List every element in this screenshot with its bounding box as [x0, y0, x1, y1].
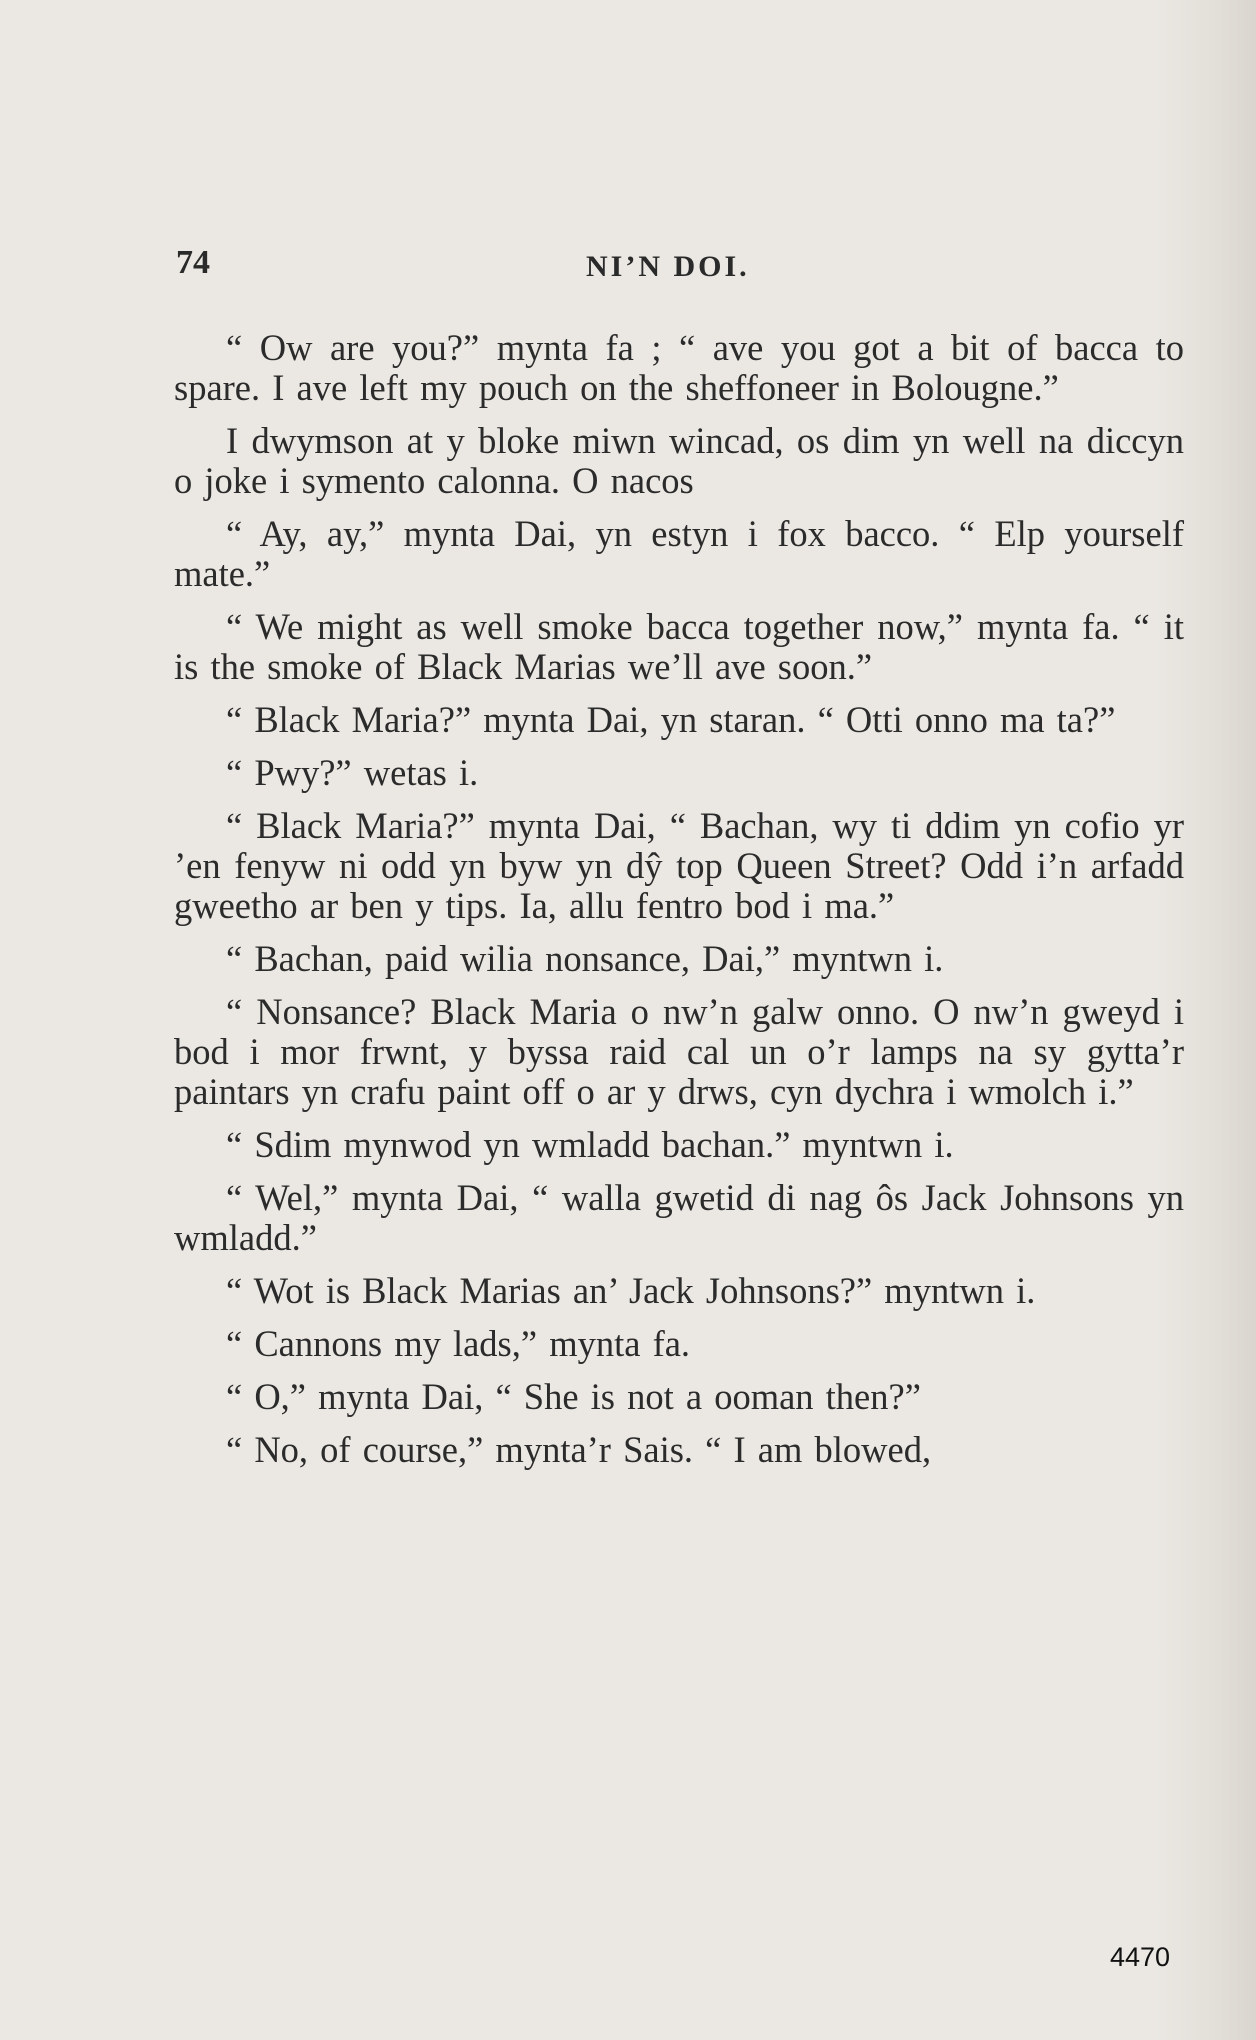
paragraph: “ No, of course,” mynta’r Sais. “ I am blowed,: [226, 1429, 932, 1470]
paragraph: “ Bachan, paid wilia nonsance, Dai,” myntwn i.: [226, 938, 944, 979]
running-title: NI’N DOI.: [586, 250, 750, 283]
paragraph: “ O,” mynta Dai, “ She is not a ooman then?”: [226, 1376, 921, 1417]
paragraph: I dwymson at y bloke miwn wincad, os dim yn well na diccyn o joke i symento calonna. O nacos: [174, 420, 1184, 501]
page-body: [174, 328, 1184, 1483]
paragraph: “ Black Maria?” mynta Dai, yn staran. “ Otti onno ma ta?”: [226, 699, 1116, 740]
paragraph: “ Cannons my lads,” mynta fa.: [226, 1323, 691, 1364]
page-header: [176, 244, 1186, 294]
paragraph: “ Sdim mynwod yn wmladd bachan.” myntwn i.: [226, 1124, 954, 1165]
paragraph: “ Pwy?” wetas i.: [226, 752, 479, 793]
paragraph: “ Ay, ay,” mynta Dai, yn estyn i fox bacco. “ Elp yourself mate.”: [174, 513, 1184, 594]
paragraph: “ Wot is Black Marias an’ Jack Johnsons?” myntwn i.: [226, 1270, 1036, 1311]
paragraph: “ Black Maria?” mynta Dai, “ Bachan, wy ti ddim yn cofio yr ’en fenyw ni odd yn byw yn dŷ top Queen Street? Odd i’n arfadd gweetho ar ben y tips. Ia, allu fentro bod i ma.”: [174, 805, 1184, 926]
paragraph: “ Wel,” mynta Dai, “ walla gwetid di nag ôs Jack Johnsons yn wmladd.”: [174, 1177, 1184, 1258]
catalog-number: 4470: [1110, 1942, 1171, 1972]
paragraph: “ We might as well smoke bacca together now,” mynta fa. “ it is the smoke of Black Marias we’ll ave soon.”: [174, 606, 1184, 687]
paragraph: “ Nonsance? Black Maria o nw’n galw onno. O nw’n gweyd i bod i mor frwnt, y byssa raid cal un o’r lamps na sy gytta’r paintars yn crafu paint off o ar y drws, cyn dychra i wmolch i.”: [174, 991, 1184, 1112]
page-number: 74: [176, 244, 210, 281]
paragraph: “ Ow are you?” mynta fa ; “ ave you got a bit of bacca to spare. I ave left my pouch on the sheffoneer in Bolougne.”: [174, 327, 1184, 408]
